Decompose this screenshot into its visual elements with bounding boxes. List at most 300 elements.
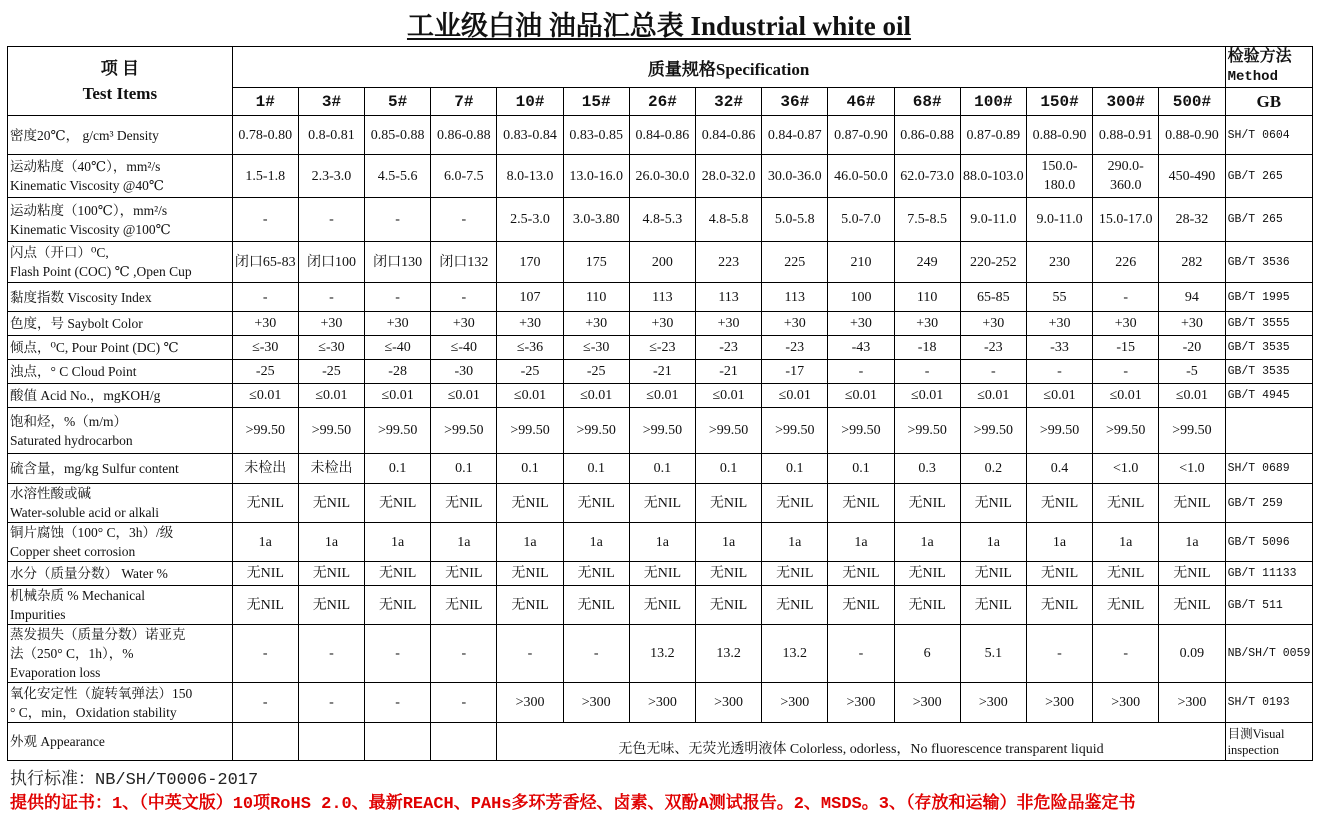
- spec-value-cell: 无NIL: [1026, 562, 1092, 586]
- spec-value-cell: -: [365, 683, 431, 723]
- spec-value-cell: 30.0-36.0: [762, 155, 828, 198]
- test-items-header-cn: 项 目: [100, 59, 139, 78]
- spec-value-cell: 未检出: [232, 454, 298, 484]
- spec-value-cell: 未检出: [298, 454, 364, 484]
- test-method-cell: GB/T 265: [1225, 198, 1312, 242]
- spec-value-cell: 0.78-0.80: [232, 116, 298, 155]
- test-item-label: 蒸发损失（质量分数）诺亚克: [10, 627, 186, 642]
- test-item-label: 水分（质量分数） Water %: [10, 566, 168, 581]
- spec-value-cell: 1a: [828, 523, 894, 562]
- test-item-label: Impurities: [10, 607, 66, 622]
- spec-value-cell: 4.5-5.6: [365, 155, 431, 198]
- spec-value-cell: 0.86-0.88: [894, 116, 960, 155]
- spec-value-cell: -5: [1159, 360, 1225, 384]
- spec-value-cell: 13.0-16.0: [563, 155, 629, 198]
- test-item-label: Saturated hydrocarbon: [10, 432, 133, 448]
- spec-row: [8, 484, 1313, 523]
- spec-value-cell: 1a: [894, 523, 960, 562]
- test-method-cell: GB/T 4945: [1225, 384, 1312, 408]
- certificates-note: 提供的证书：1、（中英文版）10项RoHS 2.0、最新REACH、PAHs多环芳香烃、卤素、双酚A测试报告。2、MSDS。3、（存放和运输）非危险品鉴定书: [10, 795, 1136, 814]
- spec-value-cell: 110: [563, 283, 629, 312]
- spec-value-cell: 200: [629, 242, 695, 283]
- test-item-label: 机械杂质 % Mechanical: [10, 588, 145, 603]
- test-item-label: 酸值 Acid No.，mgKOH/g: [10, 388, 161, 403]
- spec-value-cell: 无NIL: [629, 484, 695, 523]
- spec-value-cell: 5.1: [960, 625, 1026, 683]
- spec-value-cell: >99.50: [960, 408, 1026, 454]
- spec-value-cell: >300: [1159, 683, 1225, 723]
- spec-value-cell: 110: [894, 283, 960, 312]
- empty-cell: [365, 723, 431, 761]
- test-item-cell: [8, 384, 233, 408]
- spec-value-cell: 13.2: [762, 625, 828, 683]
- spec-value-cell: >99.50: [1093, 408, 1159, 454]
- spec-value-cell: 6.0-7.5: [431, 155, 497, 198]
- spec-value-cell: 无NIL: [894, 586, 960, 625]
- appearance-method-cell: 目测Visual inspection: [1225, 723, 1312, 761]
- spec-value-cell: -: [497, 625, 563, 683]
- spec-row: [8, 408, 1313, 454]
- test-item-cell: [8, 484, 233, 523]
- spec-value-cell: 0.1: [563, 454, 629, 484]
- spec-value-cell: 无NIL: [232, 586, 298, 625]
- spec-value-cell: 无NIL: [298, 484, 364, 523]
- spec-value-cell: -23: [960, 336, 1026, 360]
- spec-value-cell: +30: [894, 312, 960, 336]
- test-method-cell: GB/T 265: [1225, 155, 1312, 198]
- spec-value-cell: ≤-36: [497, 336, 563, 360]
- spec-value-cell: -25: [232, 360, 298, 384]
- test-item-label: 闪点（开口）⁰C,: [10, 245, 109, 260]
- spec-value-cell: 55: [1026, 283, 1092, 312]
- test-item-label: 浊点，° C Cloud Point: [10, 364, 137, 379]
- spec-value-cell: 0.3: [894, 454, 960, 484]
- spec-value-cell: >99.50: [365, 408, 431, 454]
- spec-row: [8, 155, 1313, 198]
- spec-value-cell: -25: [563, 360, 629, 384]
- spec-value-cell: 1a: [298, 523, 364, 562]
- spec-value-cell: -25: [497, 360, 563, 384]
- spec-value-cell: 1.5-1.8: [232, 155, 298, 198]
- test-items-header-en: Test Items: [82, 84, 158, 103]
- spec-value-cell: 无NIL: [828, 484, 894, 523]
- spec-value-cell: -: [431, 683, 497, 723]
- spec-value-cell: ≤0.01: [960, 384, 1026, 408]
- grade-header: 500#: [1159, 88, 1225, 116]
- spec-value-cell: >300: [894, 683, 960, 723]
- spec-value-cell: +30: [960, 312, 1026, 336]
- spec-row: [8, 198, 1313, 242]
- empty-cell: [431, 723, 497, 761]
- spec-value-cell: 无NIL: [497, 586, 563, 625]
- spec-value-cell: 8.0-13.0: [497, 155, 563, 198]
- spec-row: [8, 360, 1313, 384]
- spec-value-cell: 113: [762, 283, 828, 312]
- spec-value-cell: 2.5-3.0: [497, 198, 563, 242]
- spec-value-cell: -23: [762, 336, 828, 360]
- grade-header: 36#: [762, 88, 828, 116]
- test-method-cell: GB/T 1995: [1225, 283, 1312, 312]
- spec-value-cell: 无NIL: [894, 562, 960, 586]
- spec-value-cell: -: [1026, 625, 1092, 683]
- spec-value-cell: -: [232, 683, 298, 723]
- spec-value-cell: -: [431, 198, 497, 242]
- spec-value-cell: 无NIL: [695, 586, 761, 625]
- test-item-cell: [8, 155, 233, 198]
- spec-value-cell: -: [828, 360, 894, 384]
- test-item-label: Flash Point (COC) ℃ ,Open Cup: [10, 264, 192, 279]
- spec-value-cell: 0.2: [960, 454, 1026, 484]
- spec-value-cell: ≤0.01: [563, 384, 629, 408]
- spec-value-cell: 闭口130: [365, 242, 431, 283]
- spec-value-cell: >99.50: [431, 408, 497, 454]
- spec-value-cell: ≤0.01: [232, 384, 298, 408]
- spec-value-cell: 225: [762, 242, 828, 283]
- spec-value-cell: >300: [497, 683, 563, 723]
- spec-value-cell: 无NIL: [431, 586, 497, 625]
- spec-value-cell: 无NIL: [1159, 484, 1225, 523]
- spec-value-cell: -: [894, 360, 960, 384]
- spec-value-cell: >99.50: [828, 408, 894, 454]
- spec-row: [8, 523, 1313, 562]
- spec-value-cell: 0.1: [365, 454, 431, 484]
- spec-value-cell: 0.83-0.84: [497, 116, 563, 155]
- spec-value-cell: 220-252: [960, 242, 1026, 283]
- spec-value-cell: 0.84-0.87: [762, 116, 828, 155]
- spec-value-cell: 4.8-5.3: [629, 198, 695, 242]
- spec-value-cell: <1.0: [1093, 454, 1159, 484]
- spec-value-cell: -17: [762, 360, 828, 384]
- spec-value-cell: 0.1: [762, 454, 828, 484]
- spec-value-cell: 闭口65-83: [232, 242, 298, 283]
- spec-value-cell: 2.3-3.0: [298, 155, 364, 198]
- test-item-label: 黏度指数 Viscosity Index: [10, 289, 152, 305]
- spec-value-cell: 无NIL: [365, 586, 431, 625]
- spec-value-cell: 282: [1159, 242, 1225, 283]
- test-item-label: 硫含量，mg/kg Sulfur content: [10, 461, 179, 476]
- grade-header: 15#: [563, 88, 629, 116]
- spec-row: [8, 116, 1313, 155]
- test-item-label: 色度，号 Saybolt Color: [10, 316, 143, 331]
- test-item-label: 铜片腐蚀（100° C，3h）/级: [10, 525, 174, 540]
- spec-row: [8, 562, 1313, 586]
- test-item-label: Kinematic Viscosity @100℃: [10, 221, 171, 237]
- test-method-cell: GB/T 3555: [1225, 312, 1312, 336]
- spec-value-cell: 无NIL: [563, 586, 629, 625]
- test-item-label: ° C，min，Oxidation stability: [10, 704, 177, 720]
- spec-value-cell: 113: [695, 283, 761, 312]
- spec-value-cell: +30: [563, 312, 629, 336]
- test-method-cell: GB/T 259: [1225, 484, 1312, 523]
- spec-value-cell: 113: [629, 283, 695, 312]
- spec-value-cell: +30: [431, 312, 497, 336]
- spec-value-cell: -33: [1026, 336, 1092, 360]
- spec-value-cell: -: [1093, 283, 1159, 312]
- test-item-cell: [8, 360, 233, 384]
- test-item-cell: [8, 242, 233, 283]
- spec-value-cell: ≤0.01: [695, 384, 761, 408]
- test-method-cell: GB/T 3535: [1225, 360, 1312, 384]
- test-item-label: 氧化安定性（旋转氧弹法）150: [10, 685, 193, 701]
- spec-value-cell: 450-490: [1159, 155, 1225, 198]
- spec-value-cell: ≤0.01: [431, 384, 497, 408]
- test-item-label: Water-soluble acid or alkali: [10, 505, 159, 520]
- spec-value-cell: >300: [563, 683, 629, 723]
- spec-value-cell: 0.85-0.88: [365, 116, 431, 155]
- spec-value-cell: 无NIL: [365, 562, 431, 586]
- spec-value-cell: >300: [1026, 683, 1092, 723]
- spec-value-cell: 0.87-0.89: [960, 116, 1026, 155]
- document-title: 工业级白油 油品汇总表 Industrial white oil: [406, 11, 912, 41]
- spec-value-cell: 5.0-5.8: [762, 198, 828, 242]
- spec-value-cell: >99.50: [563, 408, 629, 454]
- spec-value-cell: 无NIL: [1093, 484, 1159, 523]
- spec-value-cell: 无NIL: [828, 562, 894, 586]
- test-item-cell: [8, 625, 233, 683]
- test-item-cell: [8, 283, 233, 312]
- spec-value-cell: 无NIL: [629, 562, 695, 586]
- spec-value-cell: 88.0-103.0: [960, 155, 1026, 198]
- spec-value-cell: >300: [629, 683, 695, 723]
- spec-value-cell: 无NIL: [563, 484, 629, 523]
- test-item-cell: [8, 586, 233, 625]
- spec-value-cell: 无NIL: [298, 586, 364, 625]
- specification-header: 质量规格Specification: [232, 47, 1225, 88]
- appearance-row: [8, 723, 1313, 761]
- test-item-label: 水溶性酸或碱: [10, 486, 91, 501]
- test-item-cell: [8, 198, 233, 242]
- spec-value-cell: 无NIL: [1093, 562, 1159, 586]
- test-method-cell: GB/T 3536: [1225, 242, 1312, 283]
- spec-value-cell: 无NIL: [431, 484, 497, 523]
- spec-value-cell: 100: [828, 283, 894, 312]
- spec-value-cell: 0.87-0.90: [828, 116, 894, 155]
- empty-cell: [298, 723, 364, 761]
- spec-value-cell: 无NIL: [1093, 586, 1159, 625]
- test-item-cell: [8, 408, 233, 454]
- spec-value-cell: >99.50: [762, 408, 828, 454]
- spec-value-cell: >300: [828, 683, 894, 723]
- test-item-label: 密度20℃， g/cm³ Density: [10, 127, 159, 143]
- spec-row: [8, 625, 1313, 683]
- spec-value-cell: >99.50: [497, 408, 563, 454]
- spec-value-cell: 无NIL: [762, 484, 828, 523]
- spec-value-cell: 无NIL: [431, 562, 497, 586]
- appearance-value-cell: 无色无味、无荧光透明液体 Colorless, odorless，No fluorescence transparent liquid: [497, 723, 1225, 761]
- spec-value-cell: 175: [563, 242, 629, 283]
- spec-value-cell: 26.0-30.0: [629, 155, 695, 198]
- spec-value-cell: ≤-30: [232, 336, 298, 360]
- spec-value-cell: 无NIL: [1026, 484, 1092, 523]
- grade-header: 1#: [232, 88, 298, 116]
- spec-value-cell: ≤-40: [365, 336, 431, 360]
- method-header-cn: 检验方法: [1227, 48, 1292, 65]
- spec-value-cell: >99.50: [232, 408, 298, 454]
- test-items-header: [8, 47, 233, 116]
- spec-row: [8, 384, 1313, 408]
- spec-row: [8, 283, 1313, 312]
- spec-value-cell: 无NIL: [298, 562, 364, 586]
- spec-value-cell: >99.50: [298, 408, 364, 454]
- spec-value-cell: >99.50: [1026, 408, 1092, 454]
- test-item-cell: [8, 336, 233, 360]
- test-item-cell: [8, 312, 233, 336]
- spec-value-cell: 62.0-73.0: [894, 155, 960, 198]
- spec-value-cell: 无NIL: [497, 484, 563, 523]
- spec-value-cell: -23: [695, 336, 761, 360]
- appearance-item-cell: 外观 Appearance: [8, 723, 233, 761]
- spec-value-cell: -: [1026, 360, 1092, 384]
- method-header-en: Method: [1227, 69, 1278, 85]
- test-item-cell: [8, 683, 233, 723]
- spec-value-cell: 28.0-32.0: [695, 155, 761, 198]
- spec-value-cell: 无NIL: [828, 586, 894, 625]
- spec-value-cell: <1.0: [1159, 454, 1225, 484]
- spec-value-cell: 0.84-0.86: [695, 116, 761, 155]
- spec-value-cell: 1a: [695, 523, 761, 562]
- test-method-cell: SH/T 0689: [1225, 454, 1312, 484]
- spec-value-cell: -20: [1159, 336, 1225, 360]
- spec-value-cell: 1a: [629, 523, 695, 562]
- spec-table: [7, 46, 1313, 761]
- spec-value-cell: 170: [497, 242, 563, 283]
- grade-header: 150#: [1026, 88, 1092, 116]
- spec-value-cell: 0.1: [695, 454, 761, 484]
- spec-value-cell: +30: [762, 312, 828, 336]
- test-method-cell: GB/T 5096: [1225, 523, 1312, 562]
- spec-value-cell: >99.50: [894, 408, 960, 454]
- spec-row: [8, 312, 1313, 336]
- spec-value-cell: 46.0-50.0: [828, 155, 894, 198]
- standard-note: 执行标准：NB/SH/T0006-2017: [10, 771, 259, 790]
- spec-value-cell: 9.0-11.0: [1026, 198, 1092, 242]
- spec-value-cell: >300: [960, 683, 1026, 723]
- spec-value-cell: ≤0.01: [298, 384, 364, 408]
- spec-value-cell: -: [365, 625, 431, 683]
- spec-value-cell: -21: [629, 360, 695, 384]
- spec-value-cell: 1a: [365, 523, 431, 562]
- spec-value-cell: ≤-30: [298, 336, 364, 360]
- spec-value-cell: 65-85: [960, 283, 1026, 312]
- spec-value-cell: +30: [695, 312, 761, 336]
- spec-value-cell: 无NIL: [232, 562, 298, 586]
- spec-value-cell: 无NIL: [232, 484, 298, 523]
- grade-header: 5#: [365, 88, 431, 116]
- test-item-cell: [8, 454, 233, 484]
- spec-value-cell: 无NIL: [695, 484, 761, 523]
- spec-value-cell: +30: [298, 312, 364, 336]
- spec-value-cell: +30: [828, 312, 894, 336]
- spec-value-cell: 6: [894, 625, 960, 683]
- test-item-label: 倾点，⁰C, Pour Point (DC) ℃: [10, 340, 179, 355]
- spec-value-cell: 无NIL: [1026, 586, 1092, 625]
- spec-value-cell: 0.1: [828, 454, 894, 484]
- spec-value-cell: 闭口100: [298, 242, 364, 283]
- spec-value-cell: -: [298, 198, 364, 242]
- spec-value-cell: >300: [695, 683, 761, 723]
- spec-value-cell: ≤0.01: [894, 384, 960, 408]
- spec-value-cell: +30: [1159, 312, 1225, 336]
- spec-value-cell: 无NIL: [960, 586, 1026, 625]
- spec-value-cell: 210: [828, 242, 894, 283]
- spec-value-cell: -15: [1093, 336, 1159, 360]
- spec-value-cell: -: [563, 625, 629, 683]
- spec-row: [8, 683, 1313, 723]
- spec-value-cell: -: [298, 683, 364, 723]
- grade-header: 100#: [960, 88, 1026, 116]
- spec-value-cell: 290.0-360.0: [1093, 155, 1159, 198]
- spec-value-cell: >300: [762, 683, 828, 723]
- empty-cell: [232, 723, 298, 761]
- grade-header: 300#: [1093, 88, 1159, 116]
- spec-value-cell: 230: [1026, 242, 1092, 283]
- spec-value-cell: 无NIL: [1159, 562, 1225, 586]
- spec-value-cell: 3.0-3.80: [563, 198, 629, 242]
- spec-value-cell: -: [365, 198, 431, 242]
- spec-value-cell: -: [298, 283, 364, 312]
- test-item-cell: [8, 116, 233, 155]
- spec-value-cell: +30: [1026, 312, 1092, 336]
- spec-row: [8, 242, 1313, 283]
- test-item-cell: [8, 562, 233, 586]
- test-item-label: Kinematic Viscosity @40℃: [10, 178, 164, 193]
- test-method-cell: GB/T 3535: [1225, 336, 1312, 360]
- grade-header: 3#: [298, 88, 364, 116]
- test-method-cell: GB/T 511: [1225, 586, 1312, 625]
- test-method-cell: SH/T 0193: [1225, 683, 1312, 723]
- spec-value-cell: +30: [1093, 312, 1159, 336]
- spec-value-cell: 0.86-0.88: [431, 116, 497, 155]
- spec-value-cell: 7.5-8.5: [894, 198, 960, 242]
- spec-value-cell: ≤0.01: [1093, 384, 1159, 408]
- spec-value-cell: 无NIL: [762, 586, 828, 625]
- spec-value-cell: ≤0.01: [762, 384, 828, 408]
- spec-value-cell: 0.84-0.86: [629, 116, 695, 155]
- spec-value-cell: 无NIL: [960, 562, 1026, 586]
- test-item-label: 法（250° C，1h），%: [10, 646, 134, 661]
- spec-value-cell: +30: [365, 312, 431, 336]
- spec-value-cell: -: [1093, 625, 1159, 683]
- method-standard-header: GB: [1225, 88, 1312, 116]
- grade-header: 26#: [629, 88, 695, 116]
- spec-value-cell: >99.50: [629, 408, 695, 454]
- spec-value-cell: 0.88-0.90: [1159, 116, 1225, 155]
- spec-value-cell: 13.2: [695, 625, 761, 683]
- grade-header: 32#: [695, 88, 761, 116]
- spec-value-cell: -: [431, 283, 497, 312]
- test-item-cell: [8, 523, 233, 562]
- spec-value-cell: -: [431, 625, 497, 683]
- spec-value-cell: 1a: [431, 523, 497, 562]
- spec-value-cell: 无NIL: [960, 484, 1026, 523]
- spec-value-cell: 15.0-17.0: [1093, 198, 1159, 242]
- grade-header: 7#: [431, 88, 497, 116]
- spec-value-cell: ≤0.01: [365, 384, 431, 408]
- spec-row: [8, 454, 1313, 484]
- spec-value-cell: 0.88-0.91: [1093, 116, 1159, 155]
- spec-value-cell: 0.83-0.85: [563, 116, 629, 155]
- test-item-label: Copper sheet corrosion: [10, 544, 136, 559]
- spec-value-cell: -25: [298, 360, 364, 384]
- grade-header: 10#: [497, 88, 563, 116]
- spec-value-cell: 226: [1093, 242, 1159, 283]
- spec-value-cell: -: [232, 625, 298, 683]
- spec-value-cell: -30: [431, 360, 497, 384]
- grade-header: 68#: [894, 88, 960, 116]
- spec-value-cell: 9.0-11.0: [960, 198, 1026, 242]
- spec-value-cell: ≤0.01: [1026, 384, 1092, 408]
- spec-value-cell: 1a: [1093, 523, 1159, 562]
